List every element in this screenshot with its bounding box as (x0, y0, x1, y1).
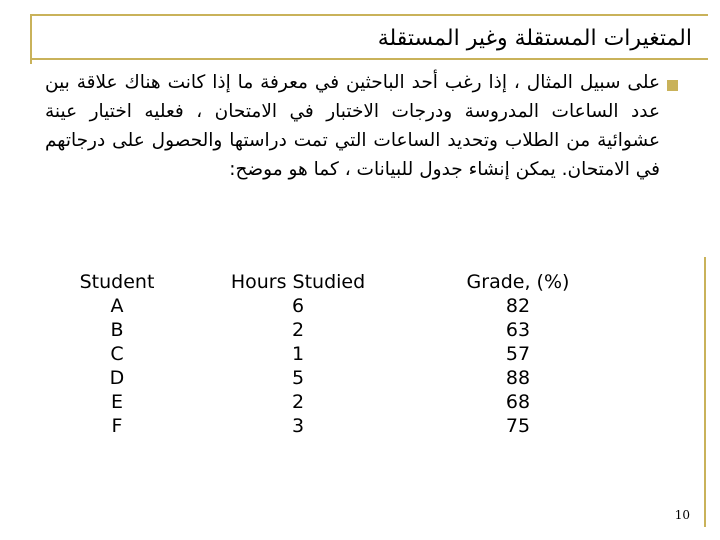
student-column (62, 270, 172, 438)
slide-frame-right-line (704, 257, 706, 527)
table-cell: 5 (291, 367, 305, 389)
slide-frame-left-line (30, 14, 32, 64)
table-cell: B (110, 319, 124, 341)
column-header-grade: Grade, (%) (466, 271, 570, 293)
title-underline (30, 58, 708, 60)
table-cell: 68 (505, 391, 531, 413)
grade-column (448, 270, 588, 438)
table-cell: 3 (291, 415, 305, 437)
table-cell: 88 (505, 367, 531, 389)
table-cell: 2 (291, 319, 305, 341)
column-header-student: Student (79, 271, 155, 293)
column-header-hours: Hours Studied (230, 271, 366, 293)
table-cell: 63 (505, 319, 531, 341)
table-cell: 82 (505, 295, 531, 317)
slide-frame-top-line (30, 14, 708, 16)
table-cell: 57 (505, 343, 531, 365)
table-cell: 75 (505, 415, 531, 437)
page-number: 10 (674, 508, 690, 522)
table-cell: 1 (291, 343, 305, 365)
hours-studied-column (218, 270, 378, 438)
table-cell: 2 (291, 391, 305, 413)
table-cell: C (110, 343, 124, 365)
bullet-square-icon (667, 80, 678, 91)
table-cell: 6 (291, 295, 305, 317)
slide-title: المتغيرات المستقلة وغير المستقلة (377, 26, 692, 51)
table-cell: F (111, 415, 123, 437)
table-cell: D (109, 367, 125, 389)
body-paragraph: على سبيل المثال ، إذا رغب أحد الباحثين في معرفة ما إذا كانت هناك علاقة بين عدد الساعات المدروسة ودرجات الاختبار في الامتحان ، فعليه اختيار عينة عشوائية من الطلاب وتحديد الساعات التي تمت دراستها والحصول على درجاتهم في الامتحان. يمكن إنشاء جدول للبيانات ، كما هو موضح: (45, 72, 660, 180)
table-cell: A (110, 295, 124, 317)
table-cell: E (110, 391, 123, 413)
